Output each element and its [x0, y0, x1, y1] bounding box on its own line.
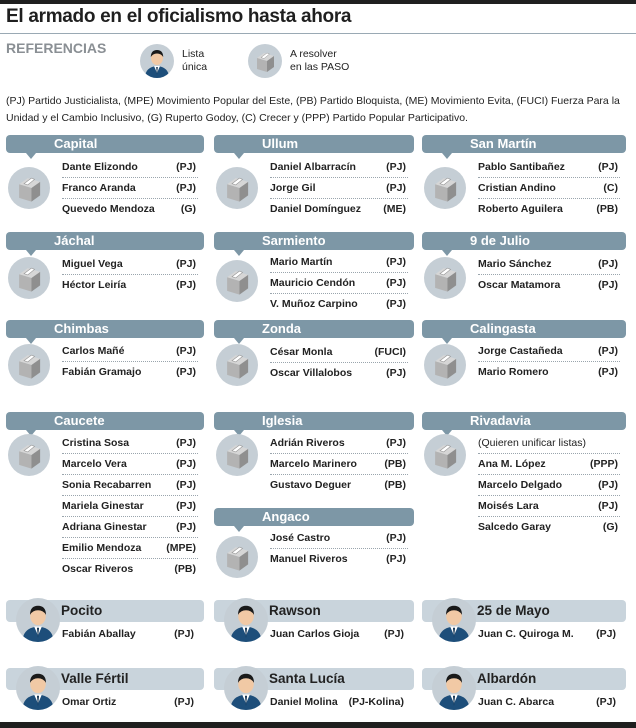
- candidate-party: (G): [602, 521, 618, 533]
- department-header: San Martín: [422, 135, 626, 153]
- department-pocito: [6, 600, 204, 646]
- candidate-name: Oscar Villalobos: [270, 367, 353, 379]
- candidate-row: [478, 496, 620, 517]
- candidate-party: (PJ): [386, 367, 406, 379]
- legend-label-line1: Lista: [182, 48, 205, 60]
- department-zonda: [214, 320, 414, 384]
- candidate-name: Quevedo Mendoza: [62, 203, 155, 215]
- person-icon: [224, 666, 268, 710]
- candidate-name: Gustavo Deguer: [270, 479, 352, 491]
- candidate-party: (PJ): [386, 256, 406, 268]
- candidate-row: [62, 341, 198, 362]
- ballot-box-icon: [8, 434, 50, 476]
- candidate-row: [62, 624, 194, 644]
- legend-label-line2: única: [182, 61, 208, 73]
- candidate-row: [270, 294, 408, 315]
- candidate-row: [270, 433, 408, 454]
- candidate-party: (PJ): [176, 258, 196, 270]
- ballot-box-icon: [8, 257, 50, 299]
- candidate-name: Cristian Andino: [478, 182, 556, 194]
- ballot-box-icon: [248, 44, 282, 78]
- department-header: Caucete: [6, 412, 204, 430]
- candidate-row: [62, 496, 198, 517]
- candidate-row: [270, 363, 408, 384]
- candidate-row: [62, 538, 198, 559]
- department-capital: [6, 135, 204, 220]
- candidate-name: Jorge Castañeda: [478, 345, 563, 357]
- candidate-party: (PJ-Kolina): [348, 696, 404, 708]
- candidate-name: Jorge Gil: [270, 182, 316, 194]
- candidate-row: [270, 549, 408, 570]
- candidate-name: Sonia Recabarren: [62, 479, 152, 491]
- department-header: Pocito: [6, 600, 204, 622]
- department-header: Santa Lucía: [214, 668, 414, 690]
- department-header: Valle Fértil: [6, 668, 204, 690]
- department-ullum: [214, 135, 414, 220]
- candidate-party: (PJ): [386, 161, 406, 173]
- candidate-party: (PJ): [176, 500, 196, 512]
- candidate-party: (PPP): [589, 458, 618, 470]
- candidate-row: [478, 275, 620, 296]
- ballot-box-icon: [216, 434, 258, 476]
- candidate-party: (PB): [174, 563, 196, 575]
- candidate-name: Pablo Santibañez: [478, 161, 565, 173]
- candidate-name: Marcelo Vera: [62, 458, 127, 470]
- candidate-row: [478, 362, 620, 383]
- department-25-de-mayo: [422, 600, 626, 646]
- department-sarmiento: [214, 232, 414, 315]
- candidate-name: Héctor Leiría: [62, 279, 127, 291]
- department-calingasta: [422, 320, 626, 383]
- candidate-name: Marcelo Marinero: [270, 458, 357, 470]
- candidate-party: (PB): [384, 458, 406, 470]
- ballot-box-icon: [8, 167, 50, 209]
- candidate-name: Fabián Aballay: [62, 628, 136, 640]
- bottom-bar: [0, 722, 636, 728]
- ballot-box-icon: [424, 434, 466, 476]
- ballot-box-icon: [216, 167, 258, 209]
- ballot-box-icon: [424, 167, 466, 209]
- references-heading: REFERENCIAS: [6, 40, 107, 56]
- candidate-party: (PJ): [598, 258, 618, 270]
- candidate-name: Fabián Gramajo: [62, 366, 142, 378]
- candidate-party: (PJ): [386, 437, 406, 449]
- candidate-row: [270, 252, 408, 273]
- candidate-row: [270, 624, 404, 644]
- candidate-row: [62, 433, 198, 454]
- candidate-row: [62, 362, 198, 383]
- candidate-name: Mario Romero: [478, 366, 549, 378]
- candidate-row: [478, 517, 620, 538]
- department-santa-lucia: [214, 668, 414, 714]
- department-header: Rivadavia: [422, 412, 626, 430]
- department-chimbas: [6, 320, 204, 383]
- candidate-party: (PJ): [176, 479, 196, 491]
- ballot-box-icon: [216, 536, 258, 578]
- person-icon: [140, 44, 174, 78]
- candidate-row: [270, 273, 408, 294]
- candidate-party: (PJ): [598, 345, 618, 357]
- candidate-party: (PJ): [598, 500, 618, 512]
- candidate-party: (PJ): [598, 366, 618, 378]
- department-jachal: [6, 232, 204, 296]
- candidate-name: José Castro: [270, 532, 331, 544]
- person-icon: [16, 666, 60, 710]
- candidate-row: [478, 178, 620, 199]
- candidate-name: V. Muñoz Carpino: [270, 298, 358, 310]
- department-header: 9 de Julio: [422, 232, 626, 250]
- person-icon: [16, 598, 60, 642]
- header-pointer: [234, 526, 244, 532]
- candidate-name: Daniel Molina: [270, 696, 338, 708]
- department-header: 25 de Mayo: [422, 600, 626, 622]
- candidate-row: [478, 692, 616, 712]
- candidate-row: [270, 454, 408, 475]
- candidate-party: (PJ): [598, 279, 618, 291]
- department-header: Sarmiento: [214, 232, 414, 250]
- candidate-party: (PJ): [386, 553, 406, 565]
- legend-label-line1: A resolver: [290, 48, 337, 60]
- candidate-name: Adriana Ginestar: [62, 521, 147, 533]
- header-pointer: [234, 250, 244, 256]
- candidate-row: [478, 475, 620, 496]
- candidate-name: Omar Ortiz: [62, 696, 117, 708]
- candidate-row: [478, 254, 620, 275]
- header-pointer: [234, 153, 244, 159]
- candidate-party: (PJ): [596, 628, 616, 640]
- candidate-row: [478, 341, 620, 362]
- candidate-party: (PJ): [386, 182, 406, 194]
- person-icon: [432, 598, 476, 642]
- candidate-party: (C): [603, 182, 618, 194]
- candidate-party: (PJ): [176, 458, 196, 470]
- candidate-party: (PJ): [386, 298, 406, 310]
- candidate-name: Salcedo Garay: [478, 521, 551, 533]
- candidate-name: Mauricio Cendón: [270, 277, 356, 289]
- party-references: (PJ) Partido Justicialista, (MPE) Movimiento Popular del Este, (PB) Partido Bloquista, (ME) Movimiento Evita, (FUCI) Fuerza Para la Unidad y el Cambio Inclusivo, (G) Ruperto Godoy, (C) Crecer y (PPP) Partido Popular Participativo.: [6, 95, 620, 124]
- candidate-party: (PJ): [174, 628, 194, 640]
- header-pointer: [26, 250, 36, 256]
- department-header: Jáchal: [6, 232, 204, 250]
- candidate-row: [270, 342, 408, 363]
- candidate-party: (PJ): [176, 521, 196, 533]
- candidate-row: [270, 692, 404, 712]
- candidate-name: Adrián Riveros: [270, 437, 345, 449]
- header-pointer: [26, 153, 36, 159]
- top-bar: [0, 0, 636, 4]
- candidate-party: (G): [180, 203, 196, 215]
- candidate-party: (MPE): [166, 542, 196, 554]
- ballot-box-icon: [216, 260, 258, 302]
- ballot-box-icon: [8, 344, 50, 386]
- candidate-row: [62, 559, 198, 580]
- department-note: (Quieren unificar listas): [478, 433, 620, 454]
- candidate-party: (FUCI): [374, 346, 406, 358]
- candidate-party: (PJ): [176, 366, 196, 378]
- candidate-party: (PJ): [176, 279, 196, 291]
- department-header: Rawson: [214, 600, 414, 622]
- candidate-name: César Monla: [270, 346, 333, 358]
- candidate-row: [62, 199, 198, 220]
- candidate-name: Ana M. López: [478, 458, 546, 470]
- person-icon: [432, 666, 476, 710]
- legend-lista-unica: [140, 44, 207, 78]
- department-header: Calingasta: [422, 320, 626, 338]
- candidate-row: [62, 454, 198, 475]
- candidate-party: (PJ): [386, 277, 406, 289]
- candidate-name: Roberto Aguilera: [478, 203, 563, 215]
- department-header: Ullum: [214, 135, 414, 153]
- candidate-row: [270, 178, 408, 199]
- candidate-party: (PB): [596, 203, 618, 215]
- department-rivadavia: [422, 412, 626, 538]
- department-albardon: [422, 668, 626, 714]
- candidate-row: [62, 157, 198, 178]
- candidate-name: Emilio Mendoza: [62, 542, 142, 554]
- candidate-party: (PJ): [598, 479, 618, 491]
- candidate-name: Juan C. Quiroga M.: [478, 628, 574, 640]
- candidate-row: [62, 275, 198, 296]
- page-title: El armado en el oficialismo hasta ahora: [6, 6, 352, 27]
- department-header: Zonda: [214, 320, 414, 338]
- candidate-row: [62, 475, 198, 496]
- candidate-name: Daniel Albarracín: [270, 161, 356, 173]
- candidate-name: Mario Martín: [270, 256, 333, 268]
- candidate-row: [270, 157, 408, 178]
- candidate-name: Juan Carlos Gioja: [270, 628, 360, 640]
- header-pointer: [442, 153, 452, 159]
- candidate-row: [478, 454, 620, 475]
- candidate-party: (PJ): [386, 532, 406, 544]
- candidate-row: [62, 178, 198, 199]
- department-header: Capital: [6, 135, 204, 153]
- department-angaco: [214, 508, 414, 570]
- department-header: Albardón: [422, 668, 626, 690]
- candidate-name: Moisés Lara: [478, 500, 539, 512]
- legend-label-line2: en las PASO: [290, 61, 350, 73]
- candidate-name: Cristina Sosa: [62, 437, 130, 449]
- candidate-party: (PJ): [176, 437, 196, 449]
- candidate-name: Juan C. Abarca: [478, 696, 555, 708]
- candidate-name: Dante Elizondo: [62, 161, 138, 173]
- candidate-name: Carlos Mañé: [62, 345, 125, 357]
- candidate-party: (PJ): [384, 628, 404, 640]
- candidate-row: [478, 624, 616, 644]
- legend-a-resolver: [248, 44, 349, 78]
- candidate-row: [62, 517, 198, 538]
- department-caucete: [6, 412, 204, 580]
- candidate-name: Mario Sánchez: [478, 258, 552, 270]
- header-pointer: [442, 250, 452, 256]
- candidate-party: (PJ): [176, 161, 196, 173]
- candidate-name: Manuel Riveros: [270, 553, 348, 565]
- candidate-name: Oscar Riveros: [62, 563, 134, 575]
- candidate-party: (PJ): [596, 696, 616, 708]
- candidate-party: (PJ): [176, 345, 196, 357]
- candidate-name: Oscar Matamora: [478, 279, 561, 291]
- ballot-box-icon: [424, 257, 466, 299]
- department-header: Chimbas: [6, 320, 204, 338]
- ballot-box-icon: [216, 344, 258, 386]
- candidate-row: [478, 199, 620, 220]
- department-iglesia: [214, 412, 414, 496]
- department-valle-fertil: [6, 668, 204, 714]
- candidate-name: Marcelo Delgado: [478, 479, 563, 491]
- department-9-de-julio: [422, 232, 626, 296]
- ballot-box-icon: [424, 344, 466, 386]
- candidate-row: [62, 254, 198, 275]
- candidate-name: Miguel Vega: [62, 258, 123, 270]
- candidate-name: Daniel Domínguez: [270, 203, 362, 215]
- candidate-party: (PJ): [176, 182, 196, 194]
- candidate-party: (PB): [384, 479, 406, 491]
- person-icon: [224, 598, 268, 642]
- candidate-row: [270, 475, 408, 496]
- department-header: Angaco: [214, 508, 414, 526]
- candidate-party: (ME): [383, 203, 406, 215]
- candidate-party: (PJ): [174, 696, 194, 708]
- department-header: Iglesia: [214, 412, 414, 430]
- candidate-row: [62, 692, 194, 712]
- title-divider: [0, 33, 636, 34]
- candidate-party: (PJ): [598, 161, 618, 173]
- candidate-row: [270, 528, 408, 549]
- candidate-name: Mariela Ginestar: [62, 500, 144, 512]
- candidate-name: Franco Aranda: [62, 182, 136, 194]
- department-rawson: [214, 600, 414, 646]
- candidate-row: [478, 157, 620, 178]
- department-san-martin: [422, 135, 626, 220]
- candidate-row: [270, 199, 408, 220]
